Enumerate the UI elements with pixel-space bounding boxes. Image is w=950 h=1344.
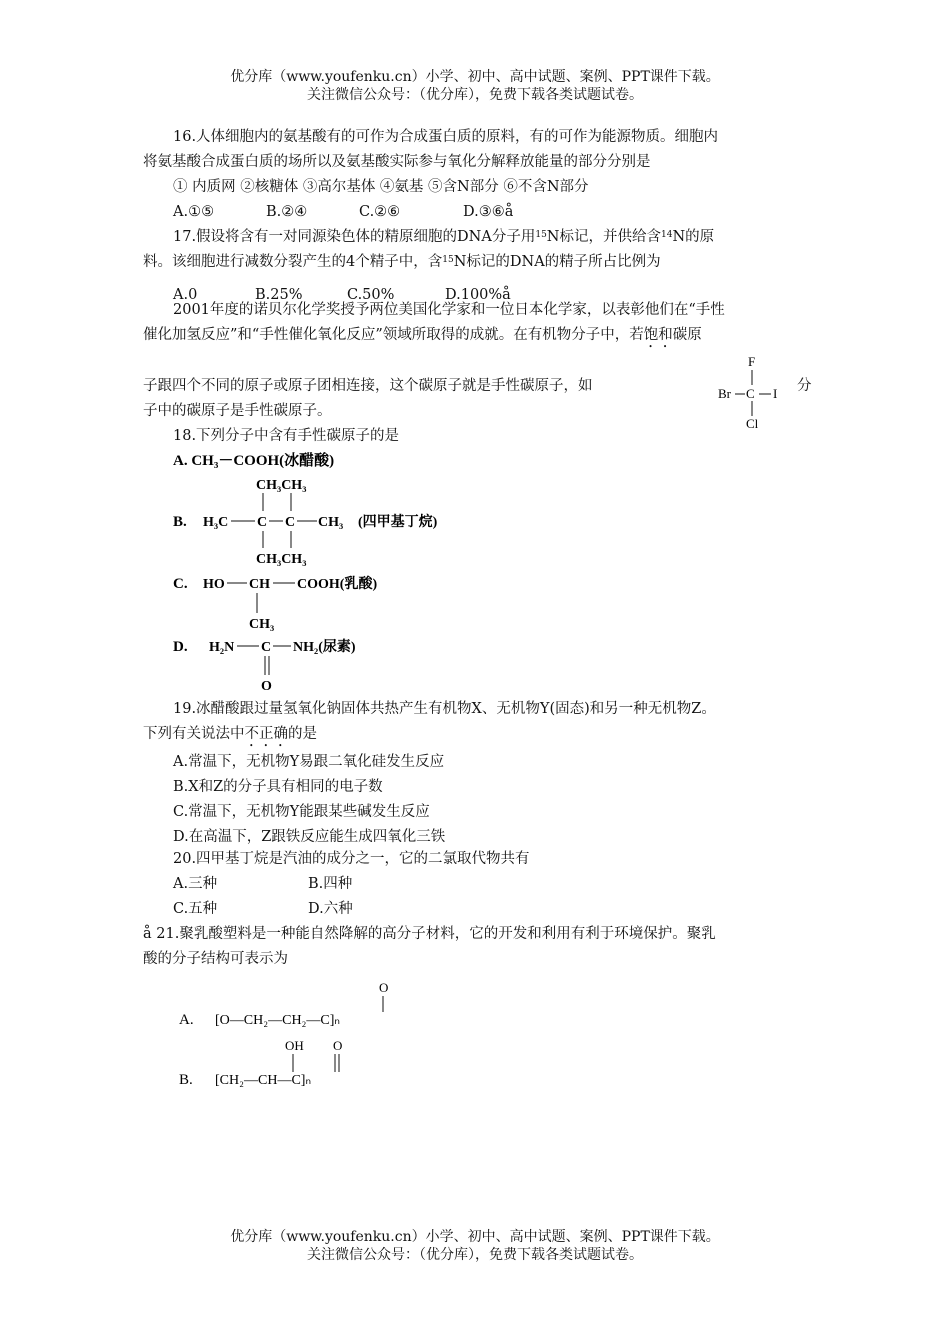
q16-option-a: A.①⑤ <box>173 204 215 220</box>
question-16 <box>143 125 811 225</box>
intro-text-3-end: 分 <box>797 378 812 394</box>
q21-line-1: å 21.聚乳酸塑料是一种能自然降解的高分子材料，它的开发和利用有利于环境保护。聚乳 <box>143 926 716 942</box>
q18-b-left: H₃C <box>203 515 229 530</box>
q20-options-row-2 <box>143 897 811 922</box>
q18-d-left: H₂N <box>209 640 235 655</box>
q17-option-c: C.50% <box>347 287 395 303</box>
q16-option-d: D.③⑥å <box>463 204 514 220</box>
intro-text-2a: 催化加氢反应”和“手性催化氧化反应”领域所取得的成就。在有机物分子中，若 <box>143 327 644 343</box>
q18-d-mid: C <box>261 640 272 655</box>
q17-text-2a: 料。该细胞进行减数分裂产生的4个精子中，含 <box>143 254 443 270</box>
atom-c: C <box>746 386 755 401</box>
q18-b-bottom: CH₃CH₃ <box>256 552 307 567</box>
q16-options <box>143 200 811 225</box>
q18-d-bottom: O <box>261 679 272 693</box>
question-19 <box>143 697 811 850</box>
q18-option-d-label: D. <box>173 639 188 655</box>
q21-b-top-o: O <box>333 1038 343 1053</box>
q16-line-1: 16.人体细胞内的氨基酸有的可作为合成蛋白质的原料，有的可作为能源物质。细胞内 <box>173 129 719 145</box>
q18-option-b-label: B. <box>173 514 187 530</box>
q17-option-a: A.0 <box>173 287 198 303</box>
q18-c-mid: CH <box>249 577 270 592</box>
q18-b-top: CH₃CH₃ <box>256 478 307 493</box>
header-line-2: 关注微信公众号：（优分库），免费下载各类试题试卷。 <box>307 87 643 103</box>
q19-option-b: B.X和Z的分子具有相同的电子数 <box>173 779 383 795</box>
q21-option-b-label: B. <box>179 1072 193 1088</box>
q17-text-1a: 17.假设将含有一对同源染色体的精原细胞的DNA分子用 <box>173 229 536 245</box>
chirality-intro <box>143 298 811 351</box>
q20-options-row-1 <box>143 872 811 897</box>
q17-line-2 <box>143 250 811 275</box>
atom-cl: Cl <box>746 416 759 431</box>
q17-sup-1: 15 <box>535 230 547 240</box>
q20-option-d: D.六种 <box>308 901 353 917</box>
q18-b-c1: C <box>257 515 268 530</box>
q18-option-c-label: C. <box>173 576 188 592</box>
q21-line-2: 酸的分子结构可表示为 <box>143 951 288 967</box>
q21-option-b-formula: [CH₂—CH—C]ₙ <box>215 1073 312 1088</box>
q16-line-2: 将氨基酸合成蛋白质的场所以及氨基酸实际参与氧化分解释放能量的部分分别是 <box>143 154 651 170</box>
q18-c-bottom: CH₃ <box>249 617 275 632</box>
intro-line-3 <box>143 374 811 399</box>
atom-f: F <box>748 354 756 369</box>
q16-option-b: B.②④ <box>266 204 308 220</box>
footer-line-1: 优分库（www.youfenku.cn）小学、初中、高中试题、案例、PPT课件下载。 <box>230 1229 720 1245</box>
q17-text-1b: N标记，并供给含 <box>546 229 661 245</box>
intro-text-2c: 碳原 <box>672 327 702 343</box>
q16-option-c: C.②⑥ <box>359 204 401 220</box>
q19-option-c: C.常温下，无机物Y能跟某些碱发生反应 <box>173 804 430 820</box>
atom-br: Br <box>718 386 731 401</box>
q17-option-b: B.25% <box>255 287 303 303</box>
q17-text-2b: N标记的DNA的精子所占比例为 <box>453 254 661 270</box>
q20-option-c: C.五种 <box>173 901 218 917</box>
footer-line-2: 关注微信公众号：（优分库），免费下载各类试题试卷。 <box>307 1247 643 1263</box>
q18-stem: 18.下列分子中含有手性碳原子的是 <box>173 428 400 444</box>
q19-line-2 <box>143 722 811 750</box>
intro-line-2 <box>143 323 811 351</box>
q18-b-right: CH₃ <box>318 515 344 530</box>
q18-b-name: (四甲基丁烷) <box>358 515 438 530</box>
q17-text-1c: N的原 <box>672 229 715 245</box>
intro-emphasis: 饱和 <box>643 327 673 343</box>
chirality-intro-cont <box>143 374 811 424</box>
q21-option-a-label: A. <box>179 1012 194 1028</box>
q20-option-b: B.四种 <box>308 876 353 892</box>
intro-text-3: 子跟四个不同的原子或原子团相连接，这个碳原子就是手性碳原子，如 <box>143 378 593 394</box>
intro-line-4: 子中的碳原子是手性碳原子。 <box>143 403 332 419</box>
q18-b-c2: C <box>285 515 296 530</box>
q19-emphasis: 不正确 <box>244 726 288 742</box>
q19-text-2c: 的是 <box>288 726 317 742</box>
q17-line-1 <box>143 225 811 250</box>
q18-d-right: NH₂(尿素) <box>293 640 356 655</box>
q21-a-top-o: O <box>379 980 389 995</box>
q19-option-d: D.在高温下，Z跟铁反应能生成四氧化三铁 <box>173 829 446 845</box>
question-20 <box>143 847 811 922</box>
atom-i: I <box>773 386 778 401</box>
q18-structures <box>165 448 485 697</box>
q19-line-1: 19.冰醋酸跟过量氢氧化钠固体共热产生有机物X、无机物Y(固态)和另一种无机物Z。 <box>173 701 716 717</box>
q20-stem: 20.四甲基丁烷是汽油的成分之一，它的二氯取代物共有 <box>173 851 530 867</box>
q16-items: ① 内质网 ②核糖体 ③高尔基体 ④氨基 ⑤含N部分 ⑥不含N部分 <box>173 179 589 195</box>
q17-sup-3: 15 <box>442 255 454 265</box>
q19-option-a: A.常温下，无机物Y易跟二氧化硅发生反应 <box>173 754 445 770</box>
q18-option-a: A. CH₃－COOH(冰醋酸) <box>173 453 335 469</box>
q21-structures <box>165 972 445 1106</box>
q20-option-a: A.三种 <box>173 876 218 892</box>
page-footer <box>0 1228 950 1264</box>
question-21 <box>143 922 811 972</box>
q17-sup-2: 14 <box>660 230 673 240</box>
page-header <box>0 68 950 104</box>
header-line-1: 优分库（www.youfenku.cn）小学、初中、高中试题、案例、PPT课件下载。 <box>230 69 720 85</box>
q18-c-left: HO <box>203 577 225 592</box>
question-18 <box>143 424 811 449</box>
intro-line-1: 2001年度的诺贝尔化学奖授予两位美国化学家和一位日本化学家，以表彰他们在“手性 <box>173 302 725 318</box>
question-17 <box>143 225 811 308</box>
q17-option-d: D.100%å <box>445 287 511 303</box>
q19-text-2a: 下列有关说法中 <box>143 726 245 742</box>
q21-option-a-formula: [O—CH₂—CH₂—C]ₙ <box>215 1013 341 1028</box>
q18-c-right: COOH(乳酸) <box>297 577 378 592</box>
q21-b-top-oh: OH <box>285 1038 304 1053</box>
